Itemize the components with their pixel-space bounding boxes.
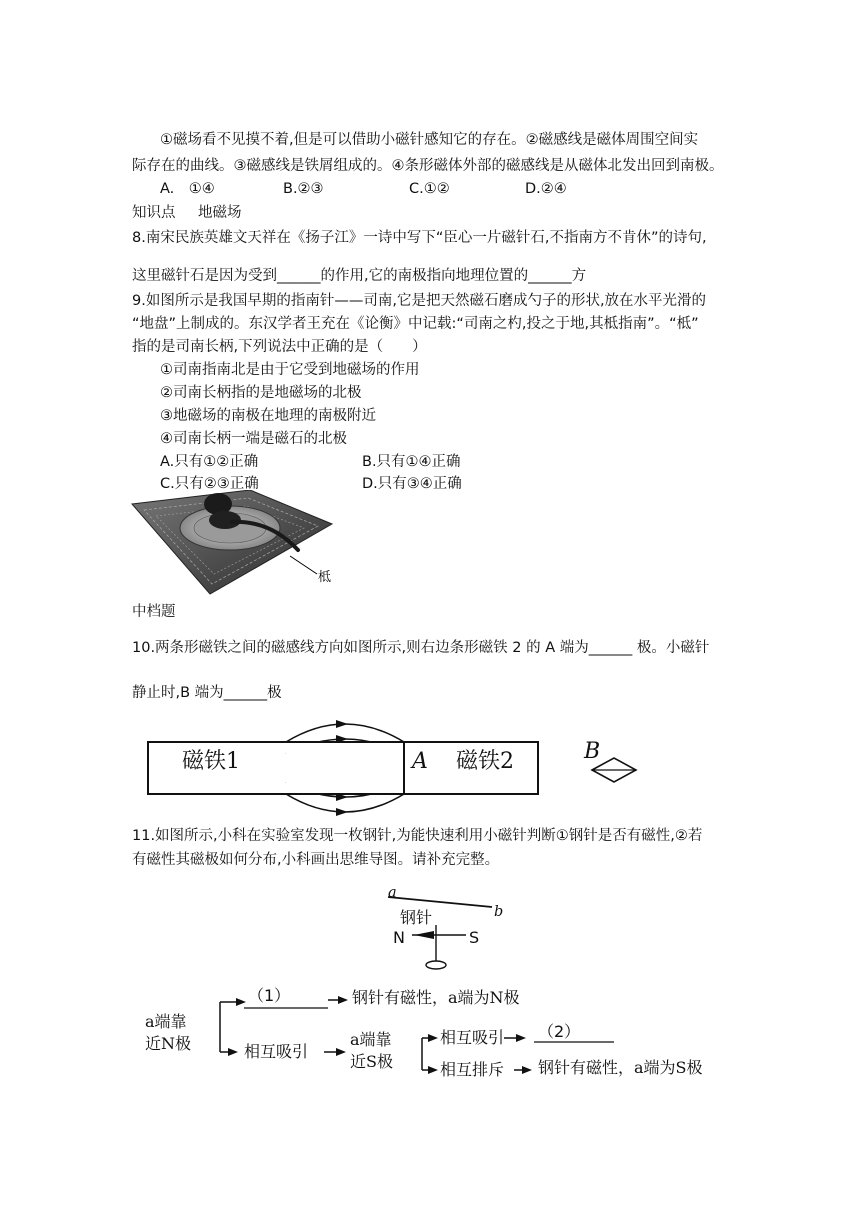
mind-map-start-line1: a端靠 bbox=[145, 1012, 187, 1031]
q9-option-c: C.只有②③正确 bbox=[160, 476, 259, 492]
sinan-handle-label: 柢 bbox=[318, 570, 332, 585]
needle-end-a: a bbox=[388, 885, 397, 901]
mid-level-label: 中档题 bbox=[132, 604, 176, 620]
magnet-2-end-a: A bbox=[412, 749, 428, 774]
mind-map-repel: 相互排斥 bbox=[440, 1060, 505, 1079]
q11-line-1: 11.如图所示,小科在实验室发现一枚钢针,为能快速利用小磁针判断①钢针是否有磁性,②若 bbox=[132, 828, 703, 844]
q7-option-d: D.②④ bbox=[525, 181, 567, 197]
mind-map-mid-line2: 近S极 bbox=[350, 1052, 393, 1071]
mind-map-attract: 相互吸引 bbox=[244, 1042, 309, 1061]
magnet-1-label: 磁铁1 bbox=[182, 749, 240, 774]
q9-statement-2: ②司南长柄指的是地磁场的北极 bbox=[160, 385, 362, 401]
q9-statement-1: ①司南指南北是由于它受到地磁场的作用 bbox=[160, 362, 420, 378]
q9-line-2: “地盘”上制成的。东汉学者王充在《论衡》中记载:“司南之杓,投之于地,其柢指南”。“柢” bbox=[132, 316, 699, 332]
q9-line-3: 指的是司南长柄,下列说法中正确的是（ ） bbox=[132, 339, 427, 355]
q9-option-d: D.只有③④正确 bbox=[362, 476, 462, 492]
q9-statement-3: ③地磁场的南极在地理的南极附近 bbox=[160, 408, 376, 424]
q11-line-2: 有磁性其磁极如何分布,小科画出思维导图。请补充完整。 bbox=[132, 852, 500, 868]
steel-needle-label: 钢针 bbox=[400, 908, 433, 927]
compass-n-label: N bbox=[393, 928, 405, 947]
q9-statement-4: ④司南长柄一端是磁石的北极 bbox=[160, 431, 347, 447]
q10-line-2: 静止时,B 端为______极 bbox=[132, 685, 282, 701]
needle-end-b: B bbox=[584, 739, 601, 764]
q7-line-1: ①磁场看不见摸不着,但是可以借助小磁针感知它的存在。②磁感线是磁体周围空间实 bbox=[160, 132, 699, 148]
q9-line-1: 9.如图所示是我国早期的指南针——司南,它是把天然磁石磨成勺子的形状,放在水平光滑的 bbox=[132, 293, 707, 309]
q9-option-b: B.只有①④正确 bbox=[362, 454, 461, 470]
mind-map-result-1: 钢针有磁性，a端为N极 bbox=[352, 988, 520, 1007]
needle-end-b-label: b bbox=[494, 904, 504, 920]
mind-map-blank-2: （2） bbox=[538, 1022, 581, 1041]
sinan-figure bbox=[130, 490, 345, 600]
q7-option-a: A. ①④ bbox=[160, 181, 215, 197]
q7-option-c: C.①② bbox=[409, 181, 450, 197]
knowledge-topic: 地磁场 bbox=[198, 205, 242, 221]
mind-map-attract-2: 相互吸引 bbox=[440, 1028, 505, 1047]
magnet-2-label: 磁铁2 bbox=[456, 749, 514, 774]
q8-line-1: 8.南宋民族英雄文天祥在《扬子江》一诗中写下“臣心一片磁针石,不指南方不肯休”的诗句, bbox=[132, 230, 707, 246]
q7-option-b: B.②③ bbox=[283, 181, 324, 197]
mind-map-mid-line1: a端靠 bbox=[350, 1030, 392, 1049]
q10-line-1: 10.两条形磁铁之间的磁感线方向如图所示,则右边条形磁铁 2 的 A 端为______ 极。小磁针 bbox=[132, 640, 710, 656]
q8-line-2: 这里磁针石是因为受到______的作用,它的南极指向地理位置的______方 bbox=[132, 268, 587, 284]
q7-line-2: 际存在的曲线。③磁感线是铁屑组成的。④条形磁体外部的磁感线是从磁体北发出回到南极。 bbox=[132, 158, 724, 174]
knowledge-label: 知识点 bbox=[132, 205, 176, 221]
mind-map-start-line2: 近N极 bbox=[145, 1034, 192, 1053]
mind-map-blank-1: （1） bbox=[248, 986, 291, 1005]
mind-map-result-2: 钢针有磁性，a端为S极 bbox=[538, 1058, 703, 1077]
compass-s-label: S bbox=[469, 928, 480, 947]
q9-option-a: A.只有①②正确 bbox=[160, 454, 259, 470]
